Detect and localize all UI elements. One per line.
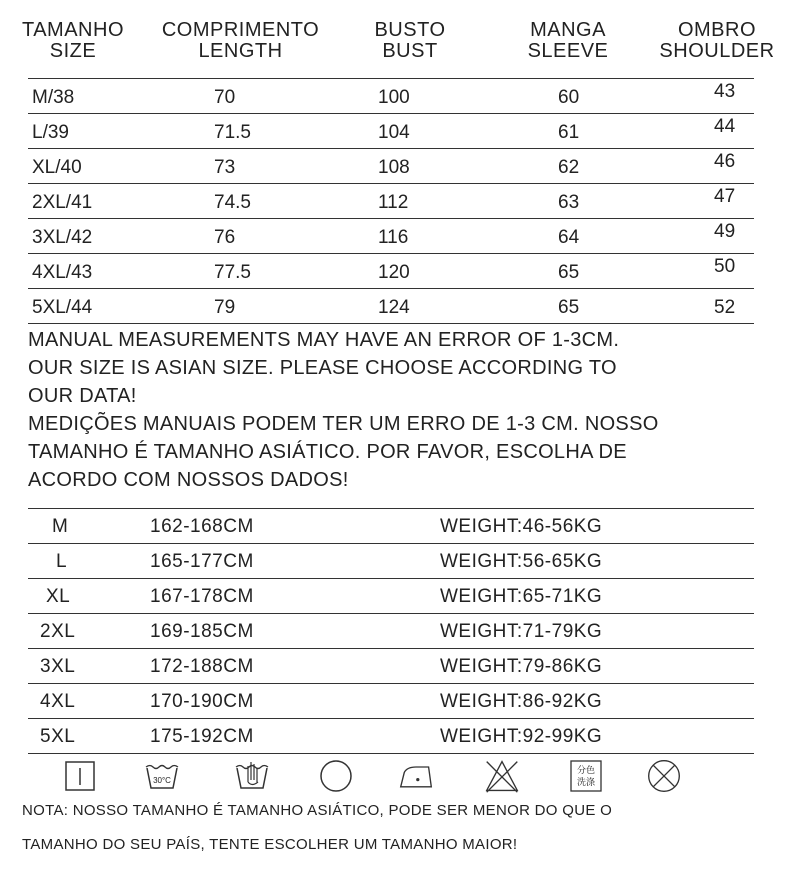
do-not-tumble-dry-icon bbox=[646, 758, 682, 794]
tumble-dry-icon bbox=[62, 758, 98, 794]
cell-size: 3XL/42 bbox=[32, 227, 93, 248]
measurement-notes bbox=[28, 326, 768, 494]
cell-bust: 108 bbox=[378, 157, 410, 178]
dry-clean-icon bbox=[318, 758, 354, 794]
cell-height: 165-177CM bbox=[150, 551, 254, 572]
cell-length: 71.5 bbox=[214, 122, 251, 143]
cell-weight: WEIGHT:71-79KG bbox=[440, 621, 603, 642]
note-line: MANUAL MEASUREMENTS MAY HAVE AN ERROR OF 1-3CM. bbox=[28, 329, 620, 351]
wash-separately-icon bbox=[568, 758, 604, 794]
footer-note-line2: TAMANHO DO SEU PAÍS, TENTE ESCOLHER UM TAMANHO MAIOR! bbox=[22, 836, 518, 853]
wash-separately-line1: 分色 bbox=[576, 766, 596, 776]
cell-size: 4XL/43 bbox=[32, 262, 93, 283]
size-table bbox=[28, 78, 754, 324]
weight-table bbox=[28, 508, 754, 754]
cell-shoulder: 44 bbox=[714, 116, 736, 137]
cell-shoulder: 52 bbox=[714, 297, 736, 318]
cell-bust: 124 bbox=[378, 297, 410, 318]
cell-weight: WEIGHT:46-56KG bbox=[440, 516, 603, 537]
cell-length: 74.5 bbox=[214, 192, 251, 213]
cell-length: 79 bbox=[214, 297, 236, 318]
header-bust-pt: BUSTO bbox=[374, 19, 446, 41]
header-sleeve-en: SLEEVE bbox=[527, 40, 609, 62]
cell-bust: 100 bbox=[378, 87, 410, 108]
cell-weight: WEIGHT:56-65KG bbox=[440, 551, 603, 572]
footer-note-line1: NOTA: NOSSO TAMANHO É TAMANHO ASIÁTICO, PODE SER MENOR DO QUE O bbox=[22, 802, 613, 819]
cell-size: M/38 bbox=[32, 87, 75, 108]
table-row bbox=[28, 253, 754, 288]
cell-shoulder: 49 bbox=[714, 221, 736, 242]
wash-30c-icon bbox=[144, 758, 180, 794]
cell-size: 2XL bbox=[40, 621, 76, 642]
cell-size: XL/40 bbox=[32, 157, 82, 178]
cell-weight: WEIGHT:92-99KG bbox=[440, 726, 603, 747]
cell-size: 3XL bbox=[40, 656, 76, 677]
note-line: OUR SIZE IS ASIAN SIZE. PLEASE CHOOSE ACCORDING TO bbox=[28, 357, 617, 379]
cell-height: 172-188CM bbox=[150, 656, 254, 677]
cell-bust: 112 bbox=[378, 192, 409, 213]
header-length bbox=[148, 20, 333, 62]
cell-size: XL bbox=[46, 586, 71, 607]
table-row bbox=[28, 683, 754, 718]
table-row bbox=[28, 543, 754, 578]
cell-shoulder: 47 bbox=[714, 186, 736, 207]
cell-sleeve: 65 bbox=[558, 262, 580, 283]
iron-low-icon bbox=[398, 758, 434, 794]
cell-weight: WEIGHT:86-92KG bbox=[440, 691, 603, 712]
cell-bust: 116 bbox=[378, 227, 409, 248]
table-row bbox=[28, 288, 754, 324]
header-sleeve-pt: MANGA bbox=[530, 19, 606, 41]
cell-bust: 120 bbox=[378, 262, 410, 283]
header-length-en: LENGTH bbox=[198, 40, 283, 62]
table-row bbox=[28, 113, 754, 148]
cell-height: 170-190CM bbox=[150, 691, 254, 712]
cell-sleeve: 65 bbox=[558, 297, 580, 318]
header-shoulder-pt: OMBRO bbox=[677, 19, 757, 41]
header-bust bbox=[355, 20, 465, 62]
cell-size: L bbox=[56, 551, 68, 572]
header-size bbox=[8, 20, 138, 62]
table-row bbox=[28, 578, 754, 613]
cell-length: 77.5 bbox=[214, 262, 251, 283]
table-row bbox=[28, 183, 754, 218]
cell-shoulder: 50 bbox=[714, 256, 736, 277]
header-size-pt: TAMANHO bbox=[21, 19, 124, 41]
hand-wash-icon bbox=[234, 758, 270, 794]
note-line: OUR DATA! bbox=[28, 385, 137, 407]
table-row bbox=[28, 218, 754, 253]
cell-size: 2XL/41 bbox=[32, 192, 93, 213]
table-row bbox=[28, 508, 754, 543]
cell-size: 5XL bbox=[40, 726, 76, 747]
cell-weight: WEIGHT:65-71KG bbox=[440, 586, 603, 607]
table-row bbox=[28, 648, 754, 683]
header-bust-en: BUST bbox=[382, 40, 438, 62]
cell-size: L/39 bbox=[32, 122, 69, 143]
cell-sleeve: 62 bbox=[558, 157, 580, 178]
cell-length: 73 bbox=[214, 157, 236, 178]
cell-bust: 104 bbox=[378, 122, 410, 143]
cell-size: 5XL/44 bbox=[32, 297, 93, 318]
header-length-pt: COMPRIMENTO bbox=[161, 19, 320, 41]
note-line: MEDIÇÕES MANUAIS PODEM TER UM ERRO DE 1-3 CM. NOSSO bbox=[28, 413, 659, 435]
cell-weight: WEIGHT:79-86KG bbox=[440, 656, 603, 677]
care-icons bbox=[0, 758, 790, 794]
header-shoulder-en: SHOULDER bbox=[659, 40, 775, 62]
cell-sleeve: 60 bbox=[558, 87, 580, 108]
header-size-en: SIZE bbox=[49, 40, 97, 62]
cell-shoulder: 46 bbox=[714, 151, 736, 172]
header-shoulder bbox=[648, 20, 786, 62]
wash-separately-line2: 洗涤 bbox=[576, 778, 596, 788]
cell-size: M bbox=[52, 516, 69, 537]
cell-height: 169-185CM bbox=[150, 621, 254, 642]
cell-sleeve: 63 bbox=[558, 192, 580, 213]
table-row bbox=[28, 148, 754, 183]
note-line: ACORDO COM NOSSOS DADOS! bbox=[28, 469, 349, 491]
cell-shoulder: 43 bbox=[714, 81, 736, 102]
cell-length: 76 bbox=[214, 227, 236, 248]
header-sleeve bbox=[508, 20, 628, 62]
do-not-bleach-icon bbox=[484, 758, 520, 794]
table-row bbox=[28, 613, 754, 648]
table-row bbox=[28, 718, 754, 754]
cell-size: 4XL bbox=[40, 691, 76, 712]
cell-sleeve: 61 bbox=[558, 122, 580, 143]
cell-height: 162-168CM bbox=[150, 516, 254, 537]
table-row bbox=[28, 78, 754, 113]
cell-height: 175-192CM bbox=[150, 726, 254, 747]
cell-sleeve: 64 bbox=[558, 227, 580, 248]
cell-height: 167-178CM bbox=[150, 586, 254, 607]
wash-temp-label: 30°C bbox=[153, 776, 171, 785]
note-line: TAMANHO É TAMANHO ASIÁTICO. POR FAVOR, ESCOLHA DE bbox=[28, 441, 627, 463]
cell-length: 70 bbox=[214, 87, 236, 108]
